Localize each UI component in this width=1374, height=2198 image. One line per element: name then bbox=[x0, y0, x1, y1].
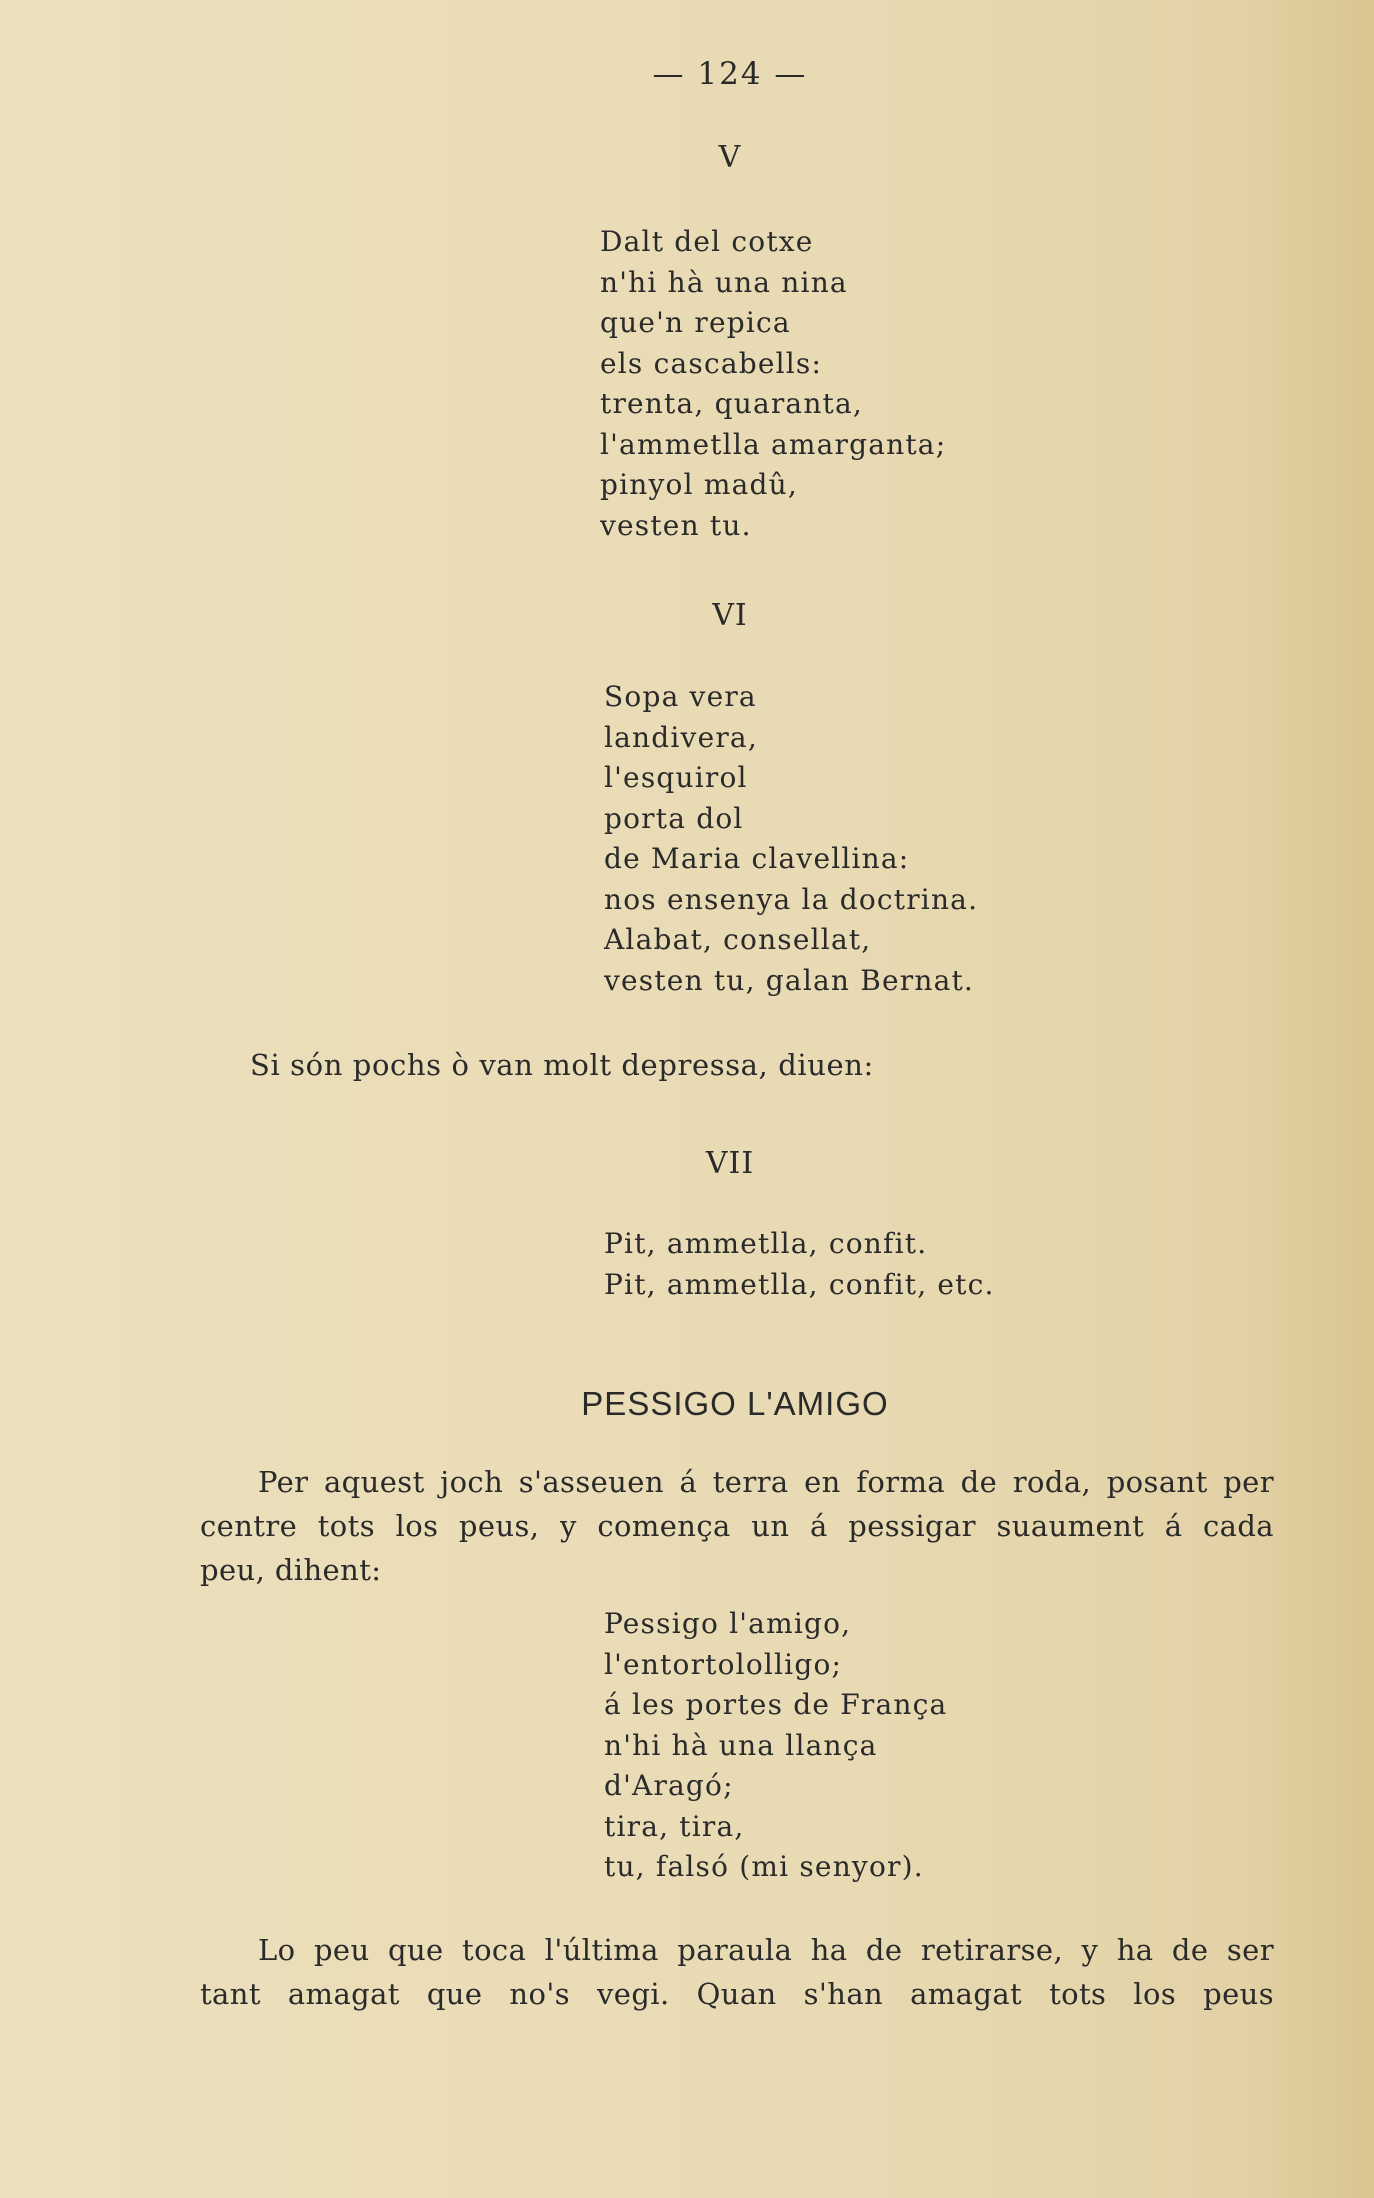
verse-line: l'entortololligo; bbox=[604, 1647, 843, 1681]
verse-line: landivera, bbox=[604, 720, 758, 754]
verse-line: trenta, quaranta, bbox=[600, 387, 863, 420]
section-vi-verse bbox=[604, 677, 1244, 1001]
verse-line: els cascabells: bbox=[600, 346, 823, 380]
verse-line: Dalt del cotxe bbox=[600, 225, 814, 258]
verse-line: n'hi hà una llança bbox=[604, 1728, 878, 1762]
section-v-verse bbox=[600, 222, 1240, 546]
verse-line: Pit, ammetlla, confit. bbox=[604, 1227, 928, 1260]
verse-line: l'esquirol bbox=[604, 761, 748, 794]
verse-line: pinyol madû, bbox=[600, 468, 798, 501]
section-vii-heading: VII bbox=[705, 1146, 755, 1181]
verse-line: nos ensenya la doctrina. bbox=[604, 882, 979, 916]
prose-line: peu, dihent: bbox=[200, 1553, 382, 1587]
section-v-heading: V bbox=[718, 140, 742, 175]
verse-line: vesten tu, galan Bernat. bbox=[604, 963, 975, 997]
verse-line: tu, falsó (mi senyor). bbox=[604, 1850, 924, 1883]
pessigo-outro bbox=[200, 1928, 1274, 2016]
section-vii-verse bbox=[604, 1224, 1244, 1305]
verse-line: Pit, ammetlla, confit, etc. bbox=[604, 1267, 995, 1301]
verse-line: porta dol bbox=[604, 801, 744, 835]
verse-line: á les portes de França bbox=[604, 1688, 948, 1721]
verse-line: que'n repica bbox=[600, 306, 791, 339]
prose-line: centre tots los peus, y comença un á pessigar suaument á cada bbox=[200, 1509, 1274, 1543]
verse-line: Alabat, consellat, bbox=[604, 923, 872, 956]
pessigo-verse bbox=[604, 1604, 1244, 1888]
verse-line: de Maria clavellina: bbox=[604, 842, 910, 875]
section-vi-heading: VI bbox=[712, 598, 748, 633]
verse-line: Pessigo l'amigo, bbox=[604, 1607, 852, 1640]
prose-line: tant amagat que no's vegi. Quan s'han amagat tots los peus bbox=[200, 1977, 1274, 2011]
interlude-text: Si són pochs ò van molt depressa, diuen: bbox=[250, 1048, 874, 1082]
pessigo-title: PESSIGO L'AMIGO bbox=[581, 1385, 889, 1422]
verse-line: l'ammetlla amarganta; bbox=[600, 427, 947, 461]
pessigo-intro bbox=[200, 1460, 1274, 1592]
verse-line: tira, tira, bbox=[604, 1809, 745, 1843]
prose-line: Lo peu que toca l'última paraula ha de retirarse, y ha de ser bbox=[258, 1933, 1274, 1967]
prose-line: Per aquest joch s'asseuen á terra en forma de roda, posant per bbox=[258, 1465, 1274, 1499]
verse-line: n'hi hà una nina bbox=[600, 265, 848, 299]
verse-line: Sopa vera bbox=[604, 680, 757, 713]
verse-line: d'Aragó; bbox=[604, 1769, 734, 1802]
verse-line: vesten tu. bbox=[600, 508, 752, 542]
page-number: — 124 — bbox=[652, 56, 808, 92]
